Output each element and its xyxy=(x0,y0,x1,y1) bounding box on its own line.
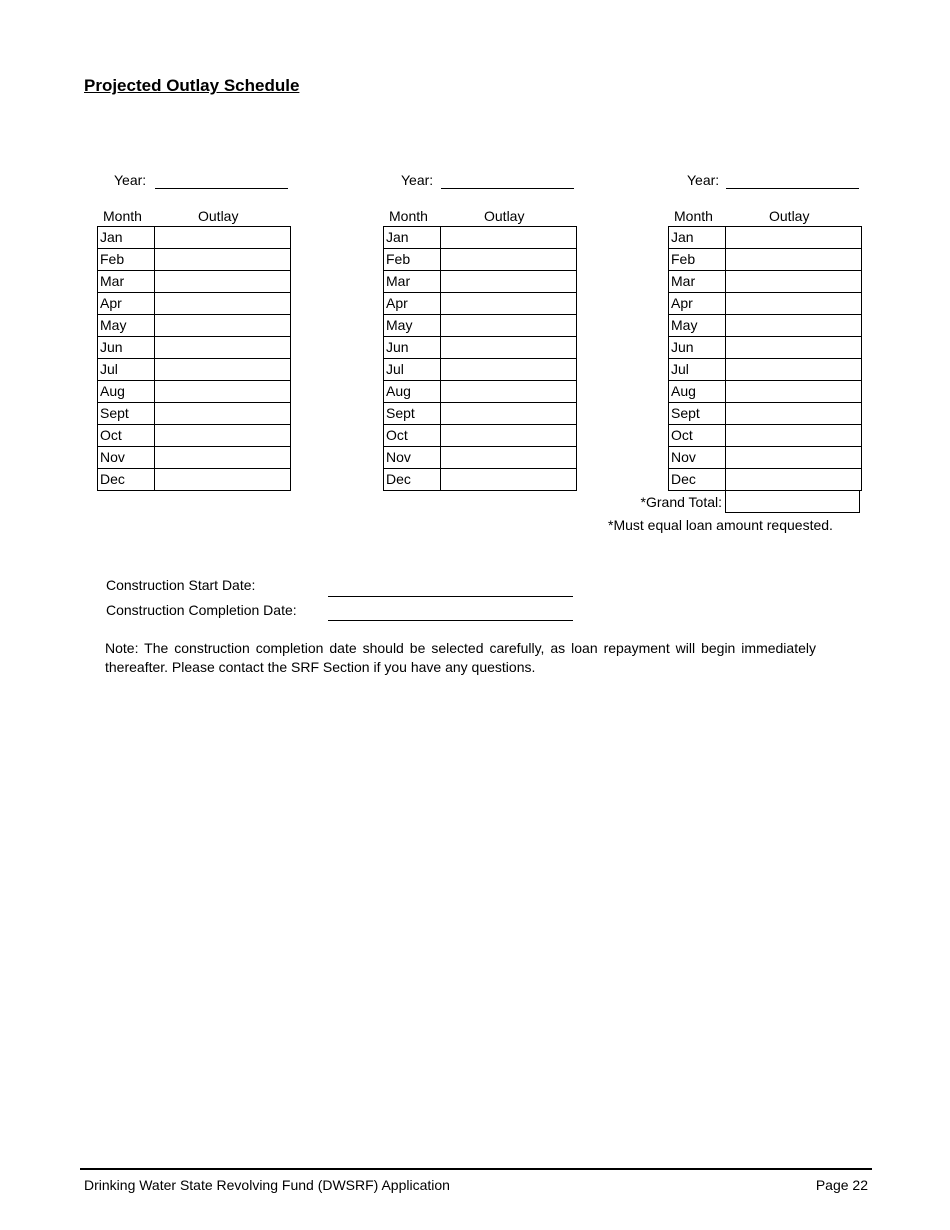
outlay-cell[interactable] xyxy=(155,403,291,425)
outlay-cell[interactable] xyxy=(726,315,862,337)
month-cell: May xyxy=(669,315,726,337)
outlay-cell[interactable] xyxy=(441,315,577,337)
outlay-cell[interactable] xyxy=(441,293,577,315)
outlay-cell[interactable] xyxy=(155,469,291,491)
column-headers xyxy=(668,208,860,226)
outlay-cell[interactable] xyxy=(441,403,577,425)
construction-completion-label: Construction Completion Date: xyxy=(106,602,297,618)
construction-start-field[interactable] xyxy=(328,596,573,597)
outlay-cell[interactable] xyxy=(441,359,577,381)
month-cell: Mar xyxy=(384,271,441,293)
table-row xyxy=(669,425,862,447)
month-cell: Jun xyxy=(98,337,155,359)
year-field-row xyxy=(97,170,289,192)
outlay-cell[interactable] xyxy=(155,337,291,359)
table-row xyxy=(98,425,291,447)
table-row xyxy=(384,359,577,381)
table-row xyxy=(669,469,862,491)
table-row xyxy=(98,249,291,271)
column-headers xyxy=(383,208,575,226)
outlay-cell[interactable] xyxy=(155,425,291,447)
month-cell: Sept xyxy=(669,403,726,425)
footer-page-number: Page 22 xyxy=(815,1177,868,1193)
outlay-cell[interactable] xyxy=(726,293,862,315)
outlay-header: Outlay xyxy=(198,208,239,224)
table-row xyxy=(384,403,577,425)
table-row xyxy=(98,227,291,249)
month-cell: Jul xyxy=(98,359,155,381)
table-row xyxy=(384,249,577,271)
month-cell: Feb xyxy=(669,249,726,271)
table-row xyxy=(98,293,291,315)
outlay-cell[interactable] xyxy=(726,227,862,249)
grand-total-label: *Grand Total: xyxy=(640,494,722,510)
month-cell: Jan xyxy=(98,227,155,249)
table-row xyxy=(384,425,577,447)
construction-completion-field[interactable] xyxy=(328,620,573,621)
month-cell: Apr xyxy=(384,293,441,315)
grand-total-field[interactable] xyxy=(725,491,860,513)
construction-start-label: Construction Start Date: xyxy=(106,577,256,593)
table-row xyxy=(98,359,291,381)
outlay-cell[interactable] xyxy=(155,315,291,337)
month-cell: Oct xyxy=(98,425,155,447)
outlay-cell[interactable] xyxy=(726,337,862,359)
table-row xyxy=(384,315,577,337)
table-row xyxy=(384,227,577,249)
outlay-cell[interactable] xyxy=(726,403,862,425)
month-cell: May xyxy=(384,315,441,337)
table-row xyxy=(98,447,291,469)
outlay-column-1 xyxy=(97,170,289,491)
table-row xyxy=(669,359,862,381)
outlay-cell[interactable] xyxy=(155,271,291,293)
outlay-cell[interactable] xyxy=(441,469,577,491)
outlay-cell[interactable] xyxy=(441,249,577,271)
table-row xyxy=(98,381,291,403)
month-cell: Sept xyxy=(384,403,441,425)
month-cell: Nov xyxy=(384,447,441,469)
table-row xyxy=(669,447,862,469)
table-row xyxy=(669,249,862,271)
table-row xyxy=(669,227,862,249)
year-field-row xyxy=(383,170,575,192)
table-row xyxy=(384,337,577,359)
footer-divider xyxy=(80,1168,872,1170)
outlay-cell[interactable] xyxy=(155,359,291,381)
month-cell: Apr xyxy=(98,293,155,315)
month-cell: Feb xyxy=(384,249,441,271)
month-cell: Aug xyxy=(669,381,726,403)
outlay-cell[interactable] xyxy=(441,381,577,403)
outlay-cell[interactable] xyxy=(726,249,862,271)
month-cell: Apr xyxy=(669,293,726,315)
column-headers xyxy=(97,208,289,226)
month-cell: Jul xyxy=(384,359,441,381)
month-cell: Oct xyxy=(669,425,726,447)
month-cell: Jan xyxy=(384,227,441,249)
month-cell: Jun xyxy=(384,337,441,359)
outlay-table xyxy=(668,226,862,491)
table-row xyxy=(384,271,577,293)
outlay-cell[interactable] xyxy=(155,381,291,403)
month-cell: Jun xyxy=(669,337,726,359)
year-input-line[interactable] xyxy=(441,188,574,189)
grand-total-row xyxy=(640,491,860,513)
outlay-table xyxy=(383,226,577,491)
outlay-cell[interactable] xyxy=(726,381,862,403)
year-label: Year: xyxy=(687,172,720,188)
outlay-header: Outlay xyxy=(769,208,810,224)
year-label: Year: xyxy=(114,172,147,188)
table-row xyxy=(669,293,862,315)
year-input-line[interactable] xyxy=(726,188,859,189)
month-cell: Oct xyxy=(384,425,441,447)
table-row xyxy=(98,271,291,293)
outlay-cell[interactable] xyxy=(441,271,577,293)
outlay-cell[interactable] xyxy=(155,293,291,315)
month-cell: Jan xyxy=(669,227,726,249)
month-cell: Dec xyxy=(669,469,726,491)
table-row xyxy=(384,447,577,469)
outlay-cell[interactable] xyxy=(726,447,862,469)
month-cell: Jul xyxy=(669,359,726,381)
month-cell: Mar xyxy=(669,271,726,293)
outlay-cell[interactable] xyxy=(726,469,862,491)
month-cell: Feb xyxy=(98,249,155,271)
table-row xyxy=(669,381,862,403)
page-title: Projected Outlay Schedule xyxy=(84,76,300,95)
note-paragraph: Note: The construction completion date should be selected carefully, as loan repayment will begin immediately thereafter. Please contact the SRF Section if you have any questions. xyxy=(105,640,816,675)
month-header: Month xyxy=(103,208,142,224)
month-cell: Mar xyxy=(98,271,155,293)
year-label: Year: xyxy=(401,172,434,188)
table-row xyxy=(669,271,862,293)
outlay-cell[interactable] xyxy=(441,227,577,249)
outlay-table xyxy=(97,226,291,491)
table-row xyxy=(669,337,862,359)
outlay-column-2 xyxy=(383,170,575,491)
table-row xyxy=(98,403,291,425)
year-input-line[interactable] xyxy=(155,188,288,189)
table-row xyxy=(384,381,577,403)
outlay-header: Outlay xyxy=(484,208,525,224)
month-header: Month xyxy=(674,208,713,224)
outlay-column-3 xyxy=(640,170,860,513)
month-cell: Sept xyxy=(98,403,155,425)
table-row xyxy=(384,469,577,491)
outlay-cell[interactable] xyxy=(155,227,291,249)
outlay-cell[interactable] xyxy=(155,447,291,469)
month-cell: Dec xyxy=(384,469,441,491)
outlay-cell[interactable] xyxy=(726,271,862,293)
outlay-cell[interactable] xyxy=(441,337,577,359)
table-row xyxy=(669,403,862,425)
outlay-cell[interactable] xyxy=(726,359,862,381)
outlay-cell[interactable] xyxy=(726,425,862,447)
month-cell: Dec xyxy=(98,469,155,491)
outlay-cell[interactable] xyxy=(155,249,291,271)
table-row xyxy=(98,469,291,491)
outlay-cell[interactable] xyxy=(441,425,577,447)
table-row xyxy=(98,337,291,359)
month-cell: Aug xyxy=(384,381,441,403)
must-equal-note: *Must equal loan amount requested. xyxy=(608,517,833,533)
month-cell: May xyxy=(98,315,155,337)
table-row xyxy=(669,315,862,337)
table-row xyxy=(384,293,577,315)
month-header: Month xyxy=(389,208,428,224)
outlay-cell[interactable] xyxy=(441,447,577,469)
footer-document-title: Drinking Water State Revolving Fund (DWSRF) Application xyxy=(84,1177,450,1193)
table-row xyxy=(98,315,291,337)
month-cell: Nov xyxy=(669,447,726,469)
month-cell: Aug xyxy=(98,381,155,403)
year-field-row xyxy=(668,170,860,192)
month-cell: Nov xyxy=(98,447,155,469)
